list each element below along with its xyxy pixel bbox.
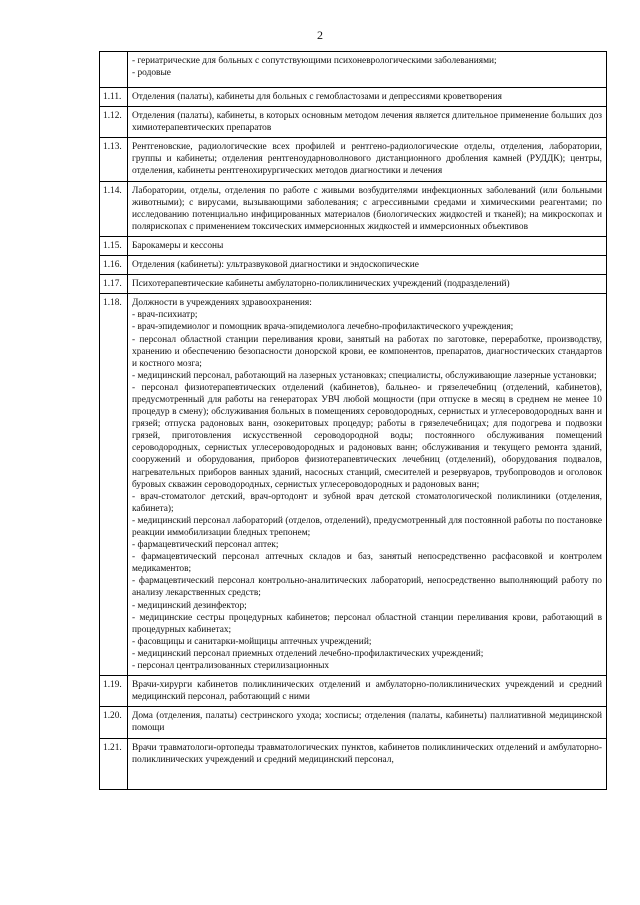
text-line: - гериатрические для больных с сопутствующими психоневрологическими заболеваниями; [132, 56, 497, 66]
row-number: 1.18. [100, 294, 128, 676]
text-line: Отделения (палаты), кабинеты, в которых основным методом лечения является длительное применение больших доз химиотерапевтических препаратов [132, 111, 602, 134]
table-row [100, 88, 607, 107]
table-row [100, 256, 607, 275]
text-line: Отделения (кабинеты): ультразвуковой диагностики и эндоскопические [132, 260, 419, 271]
row-text [128, 88, 607, 107]
text-line: - врач-эпидемиолог и помощник врача-эпидемиолога лечебно-профилактического учреждения; [132, 322, 514, 333]
text-line: - медицинский персонал, работающий на лазерных установках; специалисты, обслуживающие лазерные установки; [132, 370, 597, 381]
page-number: 2 [317, 28, 323, 42]
row-text [128, 707, 607, 738]
table-row [100, 52, 607, 88]
row-text [128, 236, 607, 255]
table-row [100, 275, 607, 294]
text-line: - фармацевтический персонал аптек; [132, 540, 279, 551]
table-row [100, 707, 607, 738]
row-number: 1.17. [100, 275, 128, 294]
text-line: - врач-психиатр; [132, 310, 198, 321]
text-line: Должности в учреждениях здравоохранения: [132, 298, 312, 309]
row-number: 1.15. [100, 236, 128, 255]
row-number: 1.16. [100, 256, 128, 275]
text-line: - медицинский персонал приемных отделений лечебно-профилактических учреждений; [132, 648, 484, 659]
row-number: 1.14. [100, 181, 128, 236]
text-line: - фармацевтический персонал контрольно-аналитических лабораторий, непосредственно выполняющий работу по анализу лекарственных средств; [132, 576, 602, 599]
row-text [128, 294, 607, 676]
table-row [100, 181, 607, 236]
text-line: Врачи травматологи-ортопеды травматологических пунктов, кабинетов поликлинических отделений и амбулаторно-поликлинических учреждений и средний медицинский персонал, [132, 742, 602, 765]
row-text [128, 676, 607, 707]
row-text [128, 138, 607, 181]
text-line: - персонал физиотерапевтических отделений (кабинетов), бальнео- и грязелечебниц (отделений, кабинетов), предусмотренный для работы на генераторах УВЧ любой мощности (при отпуске в месяц в среднем не менее 10 процедур в смену); обслуживания больных в помещениях сероводородных, сернистых и углесероводородных ванн и грязей; отпуска радоновых ванн, озокеритовых процедур; работы в грязелечебницах; для подогрева и подвозки грязей, приготовления искусственной сероводородной воды; постоянного обслуживания помещений сероводородных, сернистых углесероводородных и радоновых ванн; обслуживания и текущего ремонта зданий, сооружений и оборудования, приборов физиотерапевтических лечебниц (отделений), оборудования подвалов, нагревательных приборов ванных зданий, насосных станций, смесителей и резервуаров, трубопроводов и оголовок буровых скважин сероводородных, сернистых углесероводородных и радоновых ванн; [132, 382, 602, 490]
text-line: Рентгеновские, радиологические всех профилей и рентгено-радиологические отделы, отделения, лаборатории, группы и кабинеты; отделения рентгеноударноволнового дистанционного дробления камней (РУДДК); центры, отделения, кабинеты рентгенохирургических методов диагностики и лечения [132, 142, 602, 177]
row-number: 1.11. [100, 88, 128, 107]
row-number: 1.20. [100, 707, 128, 738]
text-line: Дома (отделения, палаты) сестринского ухода; хосписы; отделения (палаты, кабинеты) паллиативной медицинской помощи [132, 711, 602, 734]
text-line: Психотерапевтические кабинеты амбулаторно-поликлинических учреждений (подразделений) [132, 279, 510, 290]
table-row [100, 676, 607, 707]
row-number: 1.21. [100, 738, 128, 789]
row-number [100, 52, 128, 88]
row-text [128, 256, 607, 275]
text-line: - медицинский персонал лабораторий (отделов, отделений), предусмотренный для постоянной работы по постановке реакции иммобилизации бледных трепонем; [132, 515, 602, 538]
row-number: 1.13. [100, 138, 128, 181]
text-line: - фасовщицы и санитарки-мойщицы аптечных учреждений; [132, 636, 372, 647]
text-line: Врачи-хирурги кабинетов поликлинических отделений и амбулаторно-поликлинических учреждений и средний медицинский персонал, работающий с ними [132, 680, 602, 703]
table-row [100, 294, 607, 676]
text-line: - врач-стоматолог детский, врач-ортодонт и зубной врач детской стоматологической поликлиники (отделения, кабинета); [132, 491, 602, 514]
text-line: Барокамеры и кессоны [132, 240, 224, 251]
table-row [100, 738, 607, 789]
row-text [128, 181, 607, 236]
table-row [100, 138, 607, 181]
text-line: - персонал централизованных стерилизационных [132, 661, 330, 672]
text-line: - персонал областной станции переливания крови, занятый на работах по заготовке, переработке, производству, хранению и обеспечению безопасности донорской крови, ее компонентов, препаратов, диагностических стандартов и костного мозга; [132, 334, 602, 369]
table-row [100, 107, 607, 138]
row-text [128, 107, 607, 138]
text-line: - родовые [132, 68, 171, 79]
row-number: 1.19. [100, 676, 128, 707]
row-text [128, 738, 607, 789]
table-row [100, 236, 607, 255]
row-text [128, 275, 607, 294]
document-table [99, 51, 607, 790]
text-line: - медицинский дезинфектор; [132, 600, 247, 611]
text-line: Лаборатории, отделы, отделения по работе с живыми возбудителями инфекционных заболеваний (или больными животными); с вирусами, вызывающими заболевания; с агрессивными средами и химическими реагентами; по исследованию потенциально инфицированных материалов (биологических жидкостей и тканей); на микроскопах и полярископах с применением токсических иммерсионных жидкостей и иммерсионных объективов [132, 185, 602, 232]
text-line: Отделения (палаты), кабинеты для больных с гемобластозами и депрессиями кроветворения [132, 92, 502, 102]
row-number: 1.12. [100, 107, 128, 138]
text-line: - фармацевтический персонал аптечных складов и баз, занятый непосредственно расфасовкой и контролем медикаментов; [132, 552, 602, 575]
row-text [128, 52, 607, 88]
text-line: - медицинские сестры процедурных кабинетов; персонал областной станции переливания крови, работающий в процедурных кабинетах; [132, 612, 602, 635]
